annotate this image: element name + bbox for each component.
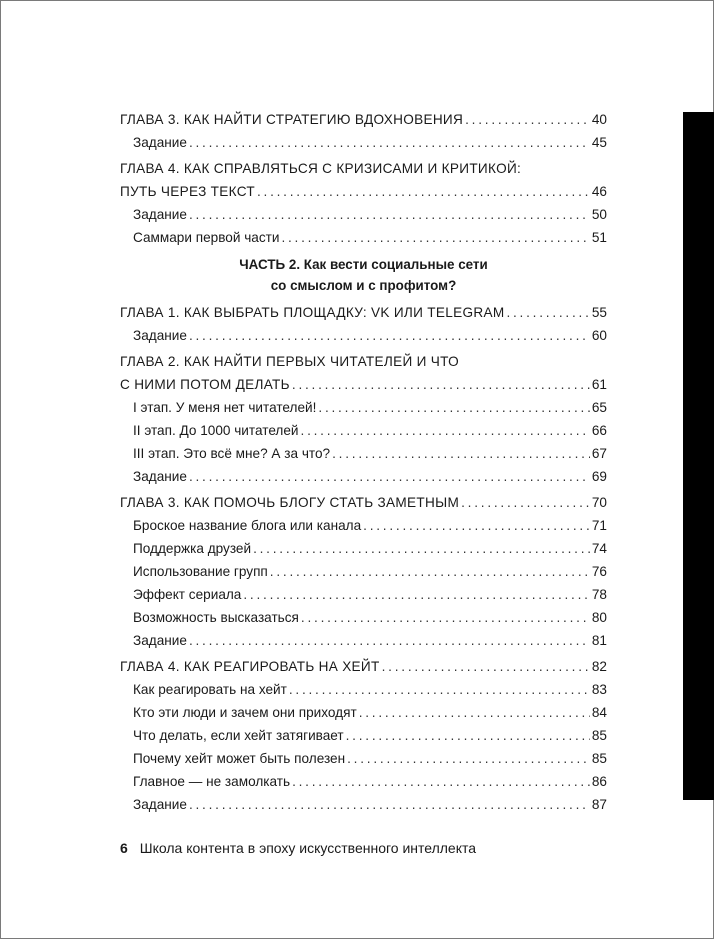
entry-title: ГЛАВА 2. КАК НАЙТИ ПЕРВЫХ ЧИТАТЕЛЕЙ И ЧТО [120, 354, 459, 369]
dot-leader [189, 465, 590, 488]
toc-section-entry[interactable] [120, 701, 607, 724]
toc-chapter-entry[interactable] [120, 157, 607, 180]
toc-section-entry[interactable] [120, 324, 607, 347]
dot-leader [189, 203, 590, 226]
entry-title: Броское название блога или канала [133, 518, 362, 533]
page-footer [120, 840, 476, 856]
dot-leader [461, 491, 590, 514]
entry-title: ПУТЬ ЧЕРЕЗ ТЕКСТ [120, 184, 255, 199]
entry-page-number: 66 [591, 423, 607, 438]
toc-section-entry[interactable] [120, 747, 607, 770]
entry-title: Как реагировать на хейт [133, 682, 287, 697]
dot-leader [189, 629, 590, 652]
toc-chapter-entry[interactable] [120, 108, 607, 131]
entry-page-number: 84 [591, 705, 607, 720]
entry-title: Использование групп [133, 564, 268, 579]
toc-section-entry[interactable] [120, 442, 607, 465]
entry-page-number: 51 [591, 230, 607, 245]
toc-section-entry[interactable] [120, 606, 607, 629]
entry-page-number: 85 [591, 728, 607, 743]
toc-section-entry[interactable] [120, 583, 607, 606]
toc-section-entry[interactable] [120, 419, 607, 442]
page-edge-bar [683, 112, 714, 800]
entry-page-number: 87 [591, 797, 607, 812]
entry-title: Кто эти люди и зачем они приходят [133, 705, 357, 720]
dot-leader [189, 793, 590, 816]
entry-title: ГЛАВА 4. КАК СПРАВЛЯТЬСЯ С КРИЗИСАМИ И КРИТИКОЙ: [120, 161, 522, 176]
entry-title: Задание [133, 328, 187, 343]
dot-leader [253, 537, 590, 560]
entry-page-number: 55 [591, 305, 607, 320]
entry-title: Задание [133, 797, 187, 812]
entry-page-number: 69 [591, 469, 607, 484]
entry-page-number: 61 [591, 377, 607, 392]
dot-leader [281, 226, 589, 249]
dot-leader [465, 108, 590, 131]
entry-page-number: 81 [591, 633, 607, 648]
entry-page-number: 76 [591, 564, 607, 579]
entry-page-number: 82 [591, 659, 607, 674]
toc-section-entry[interactable] [120, 560, 607, 583]
entry-title: Возможность высказаться [133, 610, 299, 625]
dot-leader [332, 442, 590, 465]
dot-leader [382, 655, 590, 678]
entry-title: ГЛАВА 1. КАК ВЫБРАТЬ ПЛОЩАДКУ: VK ИЛИ TELEGRAM [120, 305, 505, 320]
toc-chapter-entry[interactable] [120, 373, 607, 396]
toc-section-entry[interactable] [120, 203, 607, 226]
toc-section-entry[interactable] [120, 770, 607, 793]
part-heading-line: со смыслом и с профитом? [270, 278, 457, 293]
entry-title: Главное — не замолкать [133, 774, 291, 789]
toc-section-entry[interactable] [120, 396, 607, 419]
entry-page-number: 78 [591, 587, 607, 602]
toc-section-entry[interactable] [120, 514, 607, 537]
toc-chapter-entry[interactable] [120, 180, 607, 203]
entry-title: Задание [133, 633, 187, 648]
dot-leader [363, 514, 590, 537]
table-of-contents [120, 105, 607, 816]
entry-title: Эффект сериала [133, 587, 242, 602]
toc-section-entry[interactable] [120, 629, 607, 652]
toc-chapter-entry[interactable] [120, 301, 607, 324]
dot-leader [270, 560, 590, 583]
entry-title: Поддержка друзей [133, 541, 252, 556]
entry-title: ГЛАВА 4. КАК РЕАГИРОВАТЬ НА ХЕЙТ [120, 659, 380, 674]
dot-leader [289, 678, 590, 701]
entry-page-number: 40 [591, 112, 607, 127]
entry-title: ГЛАВА 3. КАК НАЙТИ СТРАТЕГИЮ ВДОХНОВЕНИЯ [120, 112, 464, 127]
entry-title: II этап. До 1000 читателей [133, 423, 299, 438]
entry-title: Почему хейт может быть полезен [133, 751, 346, 766]
dot-leader [318, 396, 589, 419]
entry-page-number: 67 [591, 446, 607, 461]
dot-leader [189, 131, 590, 154]
toc-section-entry[interactable] [120, 678, 607, 701]
entry-page-number: 86 [591, 774, 607, 789]
entry-page-number: 50 [591, 207, 607, 222]
dot-leader [292, 373, 590, 396]
entry-page-number: 83 [591, 682, 607, 697]
dot-leader [301, 419, 590, 442]
entry-title: С НИМИ ПОТОМ ДЕЛАТЬ [120, 377, 290, 392]
entry-title: III этап. Это всё мне? А за что? [133, 446, 331, 461]
entry-page-number: 46 [591, 184, 607, 199]
dot-leader [292, 770, 590, 793]
toc-chapter-entry[interactable] [120, 350, 607, 373]
toc-section-entry[interactable] [120, 226, 607, 249]
dot-leader [257, 180, 590, 203]
dot-leader [347, 747, 590, 770]
entry-page-number: 85 [591, 751, 607, 766]
entry-title: I этап. У меня нет читателей! [133, 400, 317, 415]
entry-page-number: 70 [591, 495, 607, 510]
toc-section-entry[interactable] [120, 793, 607, 816]
entry-page-number: 71 [591, 518, 607, 533]
toc-section-entry[interactable] [120, 131, 607, 154]
dot-leader [359, 701, 590, 724]
toc-section-entry[interactable] [120, 724, 607, 747]
entry-title: ГЛАВА 3. КАК ПОМОЧЬ БЛОГУ СТАТЬ ЗАМЕТНЫМ [120, 495, 460, 510]
entry-page-number: 65 [591, 400, 607, 415]
dot-leader [506, 301, 589, 324]
page-number: 6 [120, 840, 128, 856]
entry-page-number: 74 [591, 541, 607, 556]
entry-title: Что делать, если хейт затягивает [133, 728, 344, 743]
toc-section-entry[interactable] [120, 537, 607, 560]
entry-title: Задание [133, 135, 187, 150]
entry-title: Задание [133, 207, 187, 222]
entry-page-number: 80 [591, 610, 607, 625]
toc-chapter-entry[interactable] [120, 491, 607, 514]
book-title: Школа контента в эпоху искусственного интеллекта [139, 840, 477, 856]
dot-leader [346, 724, 590, 747]
entry-title: Саммари первой части [133, 230, 280, 245]
entry-page-number: 45 [591, 135, 607, 150]
dot-leader [243, 583, 590, 606]
toc-chapter-entry[interactable] [120, 655, 607, 678]
dot-leader [189, 324, 590, 347]
entry-title: Задание [133, 469, 187, 484]
entry-page-number: 60 [591, 328, 607, 343]
part-heading-line: ЧАСТЬ 2. Как вести социальные сети [239, 257, 488, 272]
part-heading [120, 254, 607, 296]
dot-leader [301, 606, 590, 629]
toc-section-entry[interactable] [120, 465, 607, 488]
